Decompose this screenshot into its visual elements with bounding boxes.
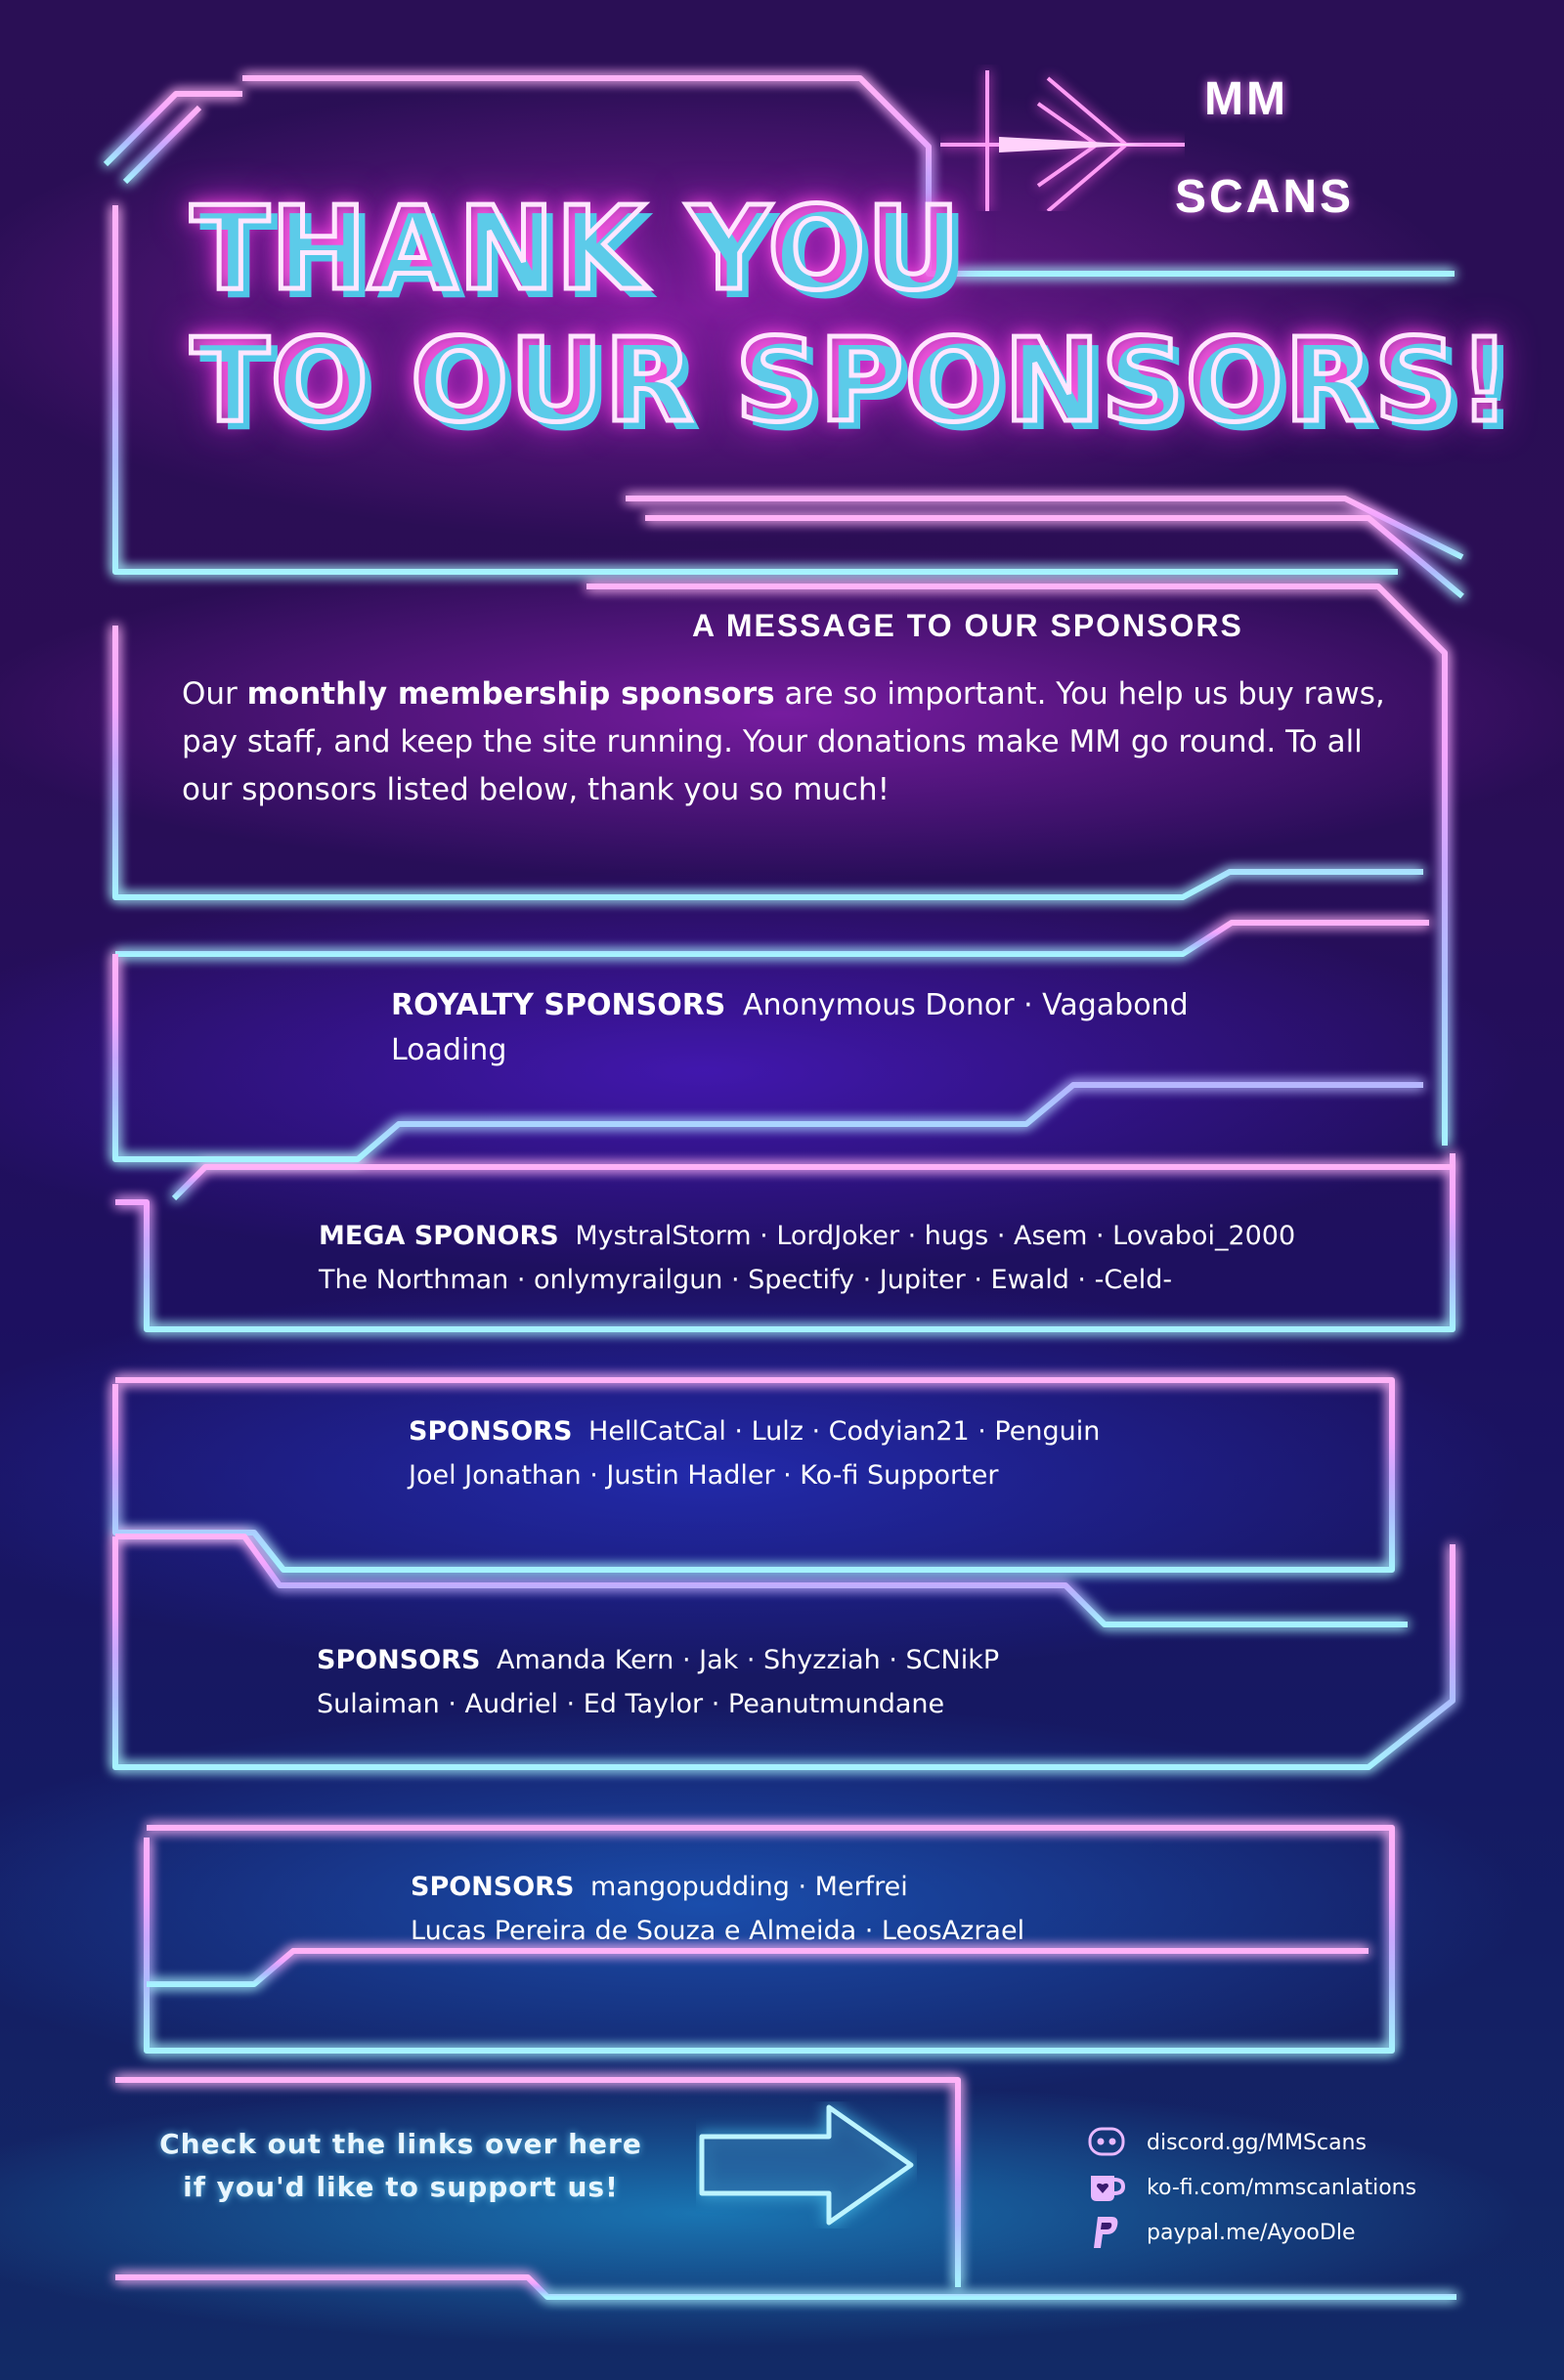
logo-scans-text: SCANS: [1175, 171, 1355, 223]
discord-link[interactable]: [1088, 2123, 1367, 2162]
tier-label: SPONSORS: [409, 1416, 573, 1447]
logo-star-icon: [940, 65, 1185, 211]
tier-sponsors-1: [409, 1409, 1386, 1497]
tier-names-line-1: mangopudding · Merfrei: [590, 1872, 908, 1902]
tier-mega-sponsors: [319, 1214, 1443, 1302]
frame-s3-inner: [147, 1951, 1368, 1984]
tier-names-line-1: Amanda Kern · Jak · Shyzziah · SCNikP: [497, 1645, 1000, 1675]
arrow-right-icon: [696, 2101, 917, 2229]
kofi-link-text[interactable]: ko-fi.com/mmscanlations: [1147, 2175, 1417, 2200]
message-rest: are so important. You help us buy raws, pay staff, and keep the site running. Your donations make MM go round. To all our sponsors listed below, thank you so much!: [182, 676, 1385, 807]
discord-link-text[interactable]: discord.gg/MMScans: [1147, 2130, 1367, 2155]
frame-footer-bottom: [115, 2277, 1456, 2297]
tier-sponsors-2: [317, 1638, 1294, 1726]
tier-label: SPONSORS: [317, 1645, 481, 1675]
tier-label: MEGA SPONORS: [319, 1221, 559, 1251]
paypal-icon: [1088, 2215, 1125, 2250]
tier-label: ROYALTY SPONSORS: [391, 988, 726, 1022]
tier-names-line-1: HellCatCal · Lulz · Codyian21 · Penguin: [588, 1416, 1101, 1447]
frame-header-slant-1: [626, 498, 1462, 557]
message-lead: Our: [182, 676, 238, 712]
frame-s2-top: [115, 1536, 1408, 1624]
tier-names-line-2: The Northman · onlymyrailgun · Spectify · Jupiter · Ewald · -Celd-: [319, 1265, 1173, 1295]
kofi-link[interactable]: [1088, 2168, 1416, 2207]
tier-names-line-2: Loading: [391, 1033, 507, 1067]
tier-royalty-sponsors: [391, 983, 1368, 1073]
kofi-icon: [1088, 2170, 1125, 2205]
tier-names-line-2: Joel Jonathan · Justin Hadler · Ko-fi Supporter: [409, 1460, 999, 1491]
message-emphasis: monthly membership sponsors: [246, 676, 775, 712]
poster-title-line-2: TO OUR SPONSORS!: [191, 313, 1512, 448]
poster-title-line-1: THANK YOU: [191, 181, 962, 316]
frame-mega-top: [174, 1167, 1453, 1198]
frame-header-corner-2: [125, 108, 199, 182]
cta-line-1: Check out the links over here: [159, 2128, 642, 2160]
logo-mm-text: MM: [1204, 73, 1288, 125]
frame-royalty-top: [115, 923, 1429, 954]
cta-line-2: if you'd like to support us!: [183, 2171, 619, 2203]
tier-names-line-2: Lucas Pereira de Souza e Almeida · LeosAzrael: [411, 1916, 1025, 1946]
support-cta: [147, 2123, 655, 2209]
paypal-link[interactable]: [1088, 2213, 1355, 2252]
message-body: [182, 671, 1413, 814]
tier-names-line-2: Sulaiman · Audriel · Ed Taylor · Peanutmundane: [317, 1689, 945, 1719]
discord-icon: [1088, 2125, 1125, 2160]
tier-names-line-1: Anonymous Donor · Vagabond: [742, 988, 1189, 1022]
message-heading: A MESSAGE TO OUR SPONSORS: [692, 608, 1243, 643]
paypal-link-text[interactable]: paypal.me/AyooDle: [1147, 2220, 1356, 2245]
tier-label: SPONSORS: [411, 1872, 575, 1902]
tier-names-line-1: MystralStorm · LordJoker · hugs · Asem · Lovaboi_2000: [575, 1221, 1296, 1251]
tier-sponsors-3: [411, 1865, 1437, 1953]
